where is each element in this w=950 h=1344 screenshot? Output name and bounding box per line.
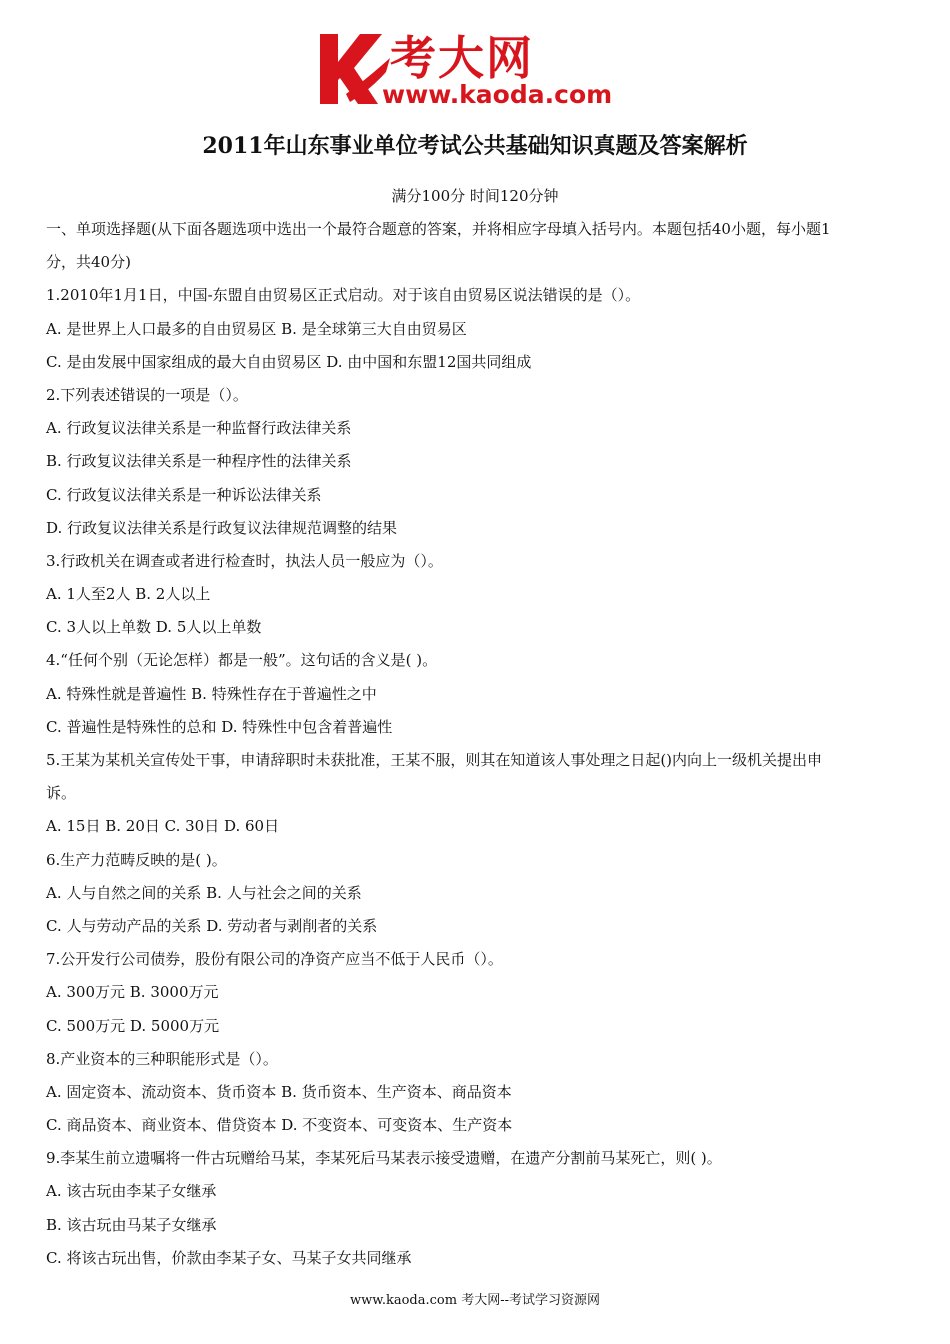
question-6-options-ab: A. 人与自然之间的关系 B. 人与社会之间的关系	[46, 883, 362, 902]
page-footer: www.kaoda.com 考大网--考试学习资源网	[350, 1293, 600, 1308]
question-2-option-c: C. 行政复议法律关系是一种诉讼法律关系	[46, 485, 322, 504]
question-2-option-a: A. 行政复议法律关系是一种监督行政法律关系	[46, 419, 352, 438]
section-heading: 一、单项选择题(从下面各题选项中选出一个最符合题意的答案，并将相应字母填入括号内。本题包括40小题，每小题1	[46, 220, 831, 238]
question-3: 3.行政机关在调查或者进行检查时，执法人员一般应为（）。	[46, 551, 443, 570]
question-4: 4.“任何个别（无论怎样）都是一般”。这句话的含义是( )。	[46, 651, 438, 670]
question-3-options-ab: A. 1人至2人 B. 2人以上	[46, 585, 211, 604]
question-9-option-b: B. 该古玩由马某子女继承	[46, 1215, 217, 1234]
question-5: 5.王某为某机关宣传处干事，申请辞职时未获批准，王某不服，则其在知道该人事处理之日起()内向上一级机关提出申	[46, 751, 823, 769]
question-7: 7.公开发行公司债券，股份有限公司的净资产应当不低于人民币（）。	[46, 950, 503, 969]
question-6: 6.生产力范畴反映的是( )。	[46, 850, 227, 869]
question-8-options-ab: A. 固定资本、流动资本、货币资本 B. 货币资本、生产资本、商品资本	[46, 1082, 512, 1101]
question-1-options-cd: C. 是由发展中国家组成的最大自由贸易区 D. 由中国和东盟12国共同组成	[46, 352, 532, 371]
question-2-option-b: B. 行政复议法律关系是一种程序性的法律关系	[46, 452, 352, 471]
question-3-options-cd: C. 3人以上单数 D. 5人以上单数	[46, 618, 262, 637]
logo-url: www.kaoda.com	[382, 80, 613, 109]
question-4-options-cd: C. 普遍性是特殊性的总和 D. 特殊性中包含着普遍性	[46, 717, 393, 736]
question-7-options-ab: A. 300万元 B. 3000万元	[46, 983, 219, 1002]
question-8: 8.产业资本的三种职能形式是（）。	[46, 1049, 278, 1068]
page-title: 2011年山东事业单位考试公共基础知识真题及答案解析	[202, 133, 748, 159]
exam-info: 满分100分 时间120分钟	[391, 187, 559, 205]
question-5-options: A. 15日 B. 20日 C. 30日 D. 60日	[46, 817, 280, 836]
question-list	[46, 217, 910, 1279]
logo-chinese-text: 考大网	[390, 31, 534, 85]
question-5-cont: 诉。	[46, 784, 77, 803]
question-2: 2.下列表述错误的一项是（）。	[46, 385, 248, 404]
question-9-option-c: C. 将该古玩出售，价款由李某子女、马某子女共同继承	[46, 1248, 412, 1267]
question-4-options-ab: A. 特殊性就是普遍性 B. 特殊性存在于普遍性之中	[46, 684, 377, 703]
kaoda-logo	[316, 28, 646, 114]
section-heading-cont: 分，共40分)	[46, 253, 131, 272]
question-9-option-a: A. 该古玩由李某子女继承	[46, 1182, 217, 1201]
question-8-options-cd: C. 商品资本、商业资本、借贷资本 D. 不变资本、可变资本、生产资本	[46, 1116, 513, 1135]
question-9: 9.李某生前立遗嘱将一件古玩赠给马某，李某死后马某表示接受遗赠，在遗产分割前马某死亡，则( )。	[46, 1149, 722, 1168]
question-1: 1.2010年1月1日，中国-东盟自由贸易区正式启动。对于该自由贸易区说法错误的是（）。	[46, 286, 641, 305]
question-2-option-d: D. 行政复议法律关系是行政复议法律规范调整的结果	[46, 518, 398, 537]
question-6-options-cd: C. 人与劳动产品的关系 D. 劳动者与剥削者的关系	[46, 916, 378, 935]
question-7-options-cd: C. 500万元 D. 5000万元	[46, 1016, 220, 1035]
question-1-options-ab: A. 是世界上人口最多的自由贸易区 B. 是全球第三大自由贸易区	[46, 319, 467, 338]
